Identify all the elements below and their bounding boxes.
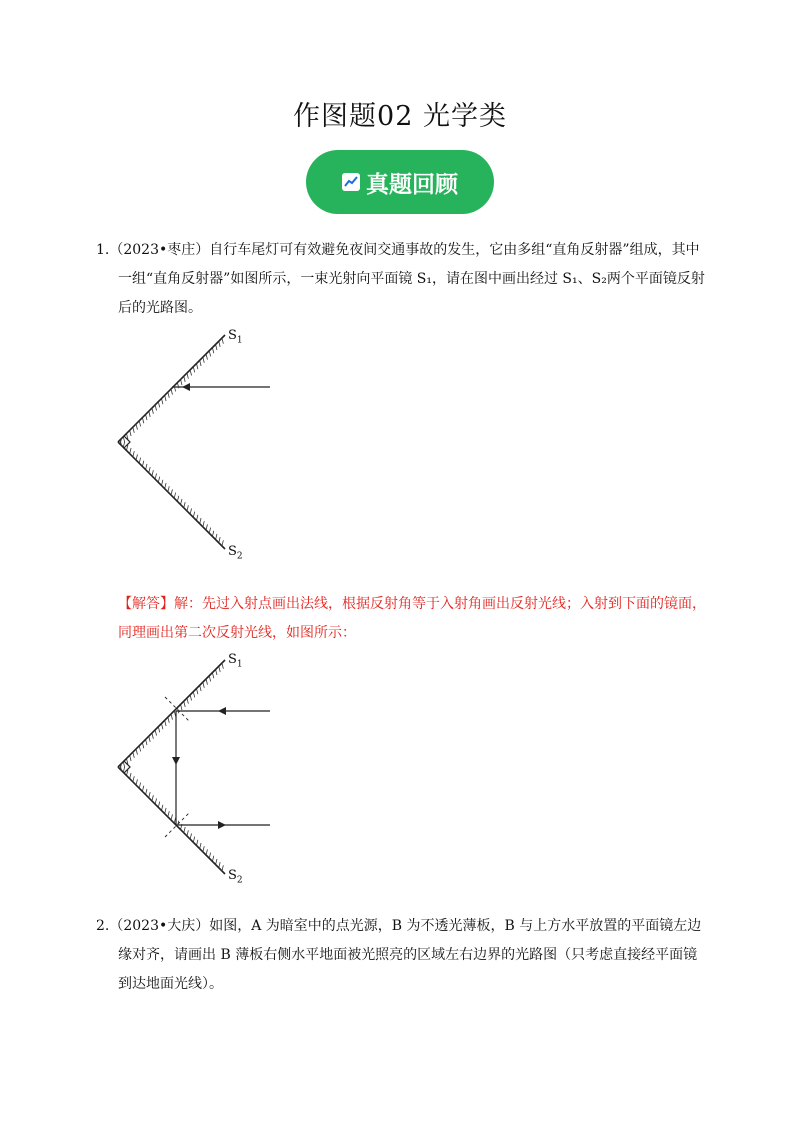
question-1-text: 自行车尾灯可有效避免夜间交通事故的发生，它由多组“直角反射器”组成，其中一组“直角反射器”如图所示，一束光射向平面镜 S₁，请在图中画出经过 S₁、S₂两个平面镜反射后的光路图。: [118, 242, 705, 316]
arrow-head: [172, 757, 180, 765]
arrow-head: [218, 707, 226, 715]
figure-2-label-s2: $S_2$: [228, 868, 243, 886]
question-1-number: 1.: [96, 242, 110, 258]
answer-mirror-s2-hatching: [120, 763, 223, 870]
figure-1-label-s2: $S_2$: [228, 544, 243, 562]
figure-2-label-s1: $S_1$: [228, 652, 243, 670]
section-badge-label: 真题回顾: [366, 171, 458, 198]
answer-text: 解：先过入射点画出法线，根据反射角等于入射角画出反射光线；入射到下面的镜面，同理画出第二次反射光线，如图所示：: [118, 596, 706, 641]
answer-mirror-s1-hatching: [120, 663, 223, 770]
figure-1-label-s1: $S_1$: [228, 328, 243, 346]
question-2-source: （2023•大庆）: [109, 918, 210, 934]
arrow-head: [218, 821, 226, 829]
question-2-number: 2.: [96, 918, 110, 934]
question-2: [96, 912, 708, 999]
question-1-source: （2023•枣庄）: [109, 242, 210, 258]
page-title: 作图题02 光学类: [293, 101, 507, 132]
answer-tag: 【解答】: [118, 596, 174, 612]
question-2-text: 如图，A 为暗室中的点光源，B 为不透光薄板，B 与上方水平放置的平面镜左边缘对齐，请画出 B 薄板右侧水平地面被光照亮的区域左右边界的光路图（只考虑直接经平面镜到达地面光线）。: [118, 918, 702, 992]
